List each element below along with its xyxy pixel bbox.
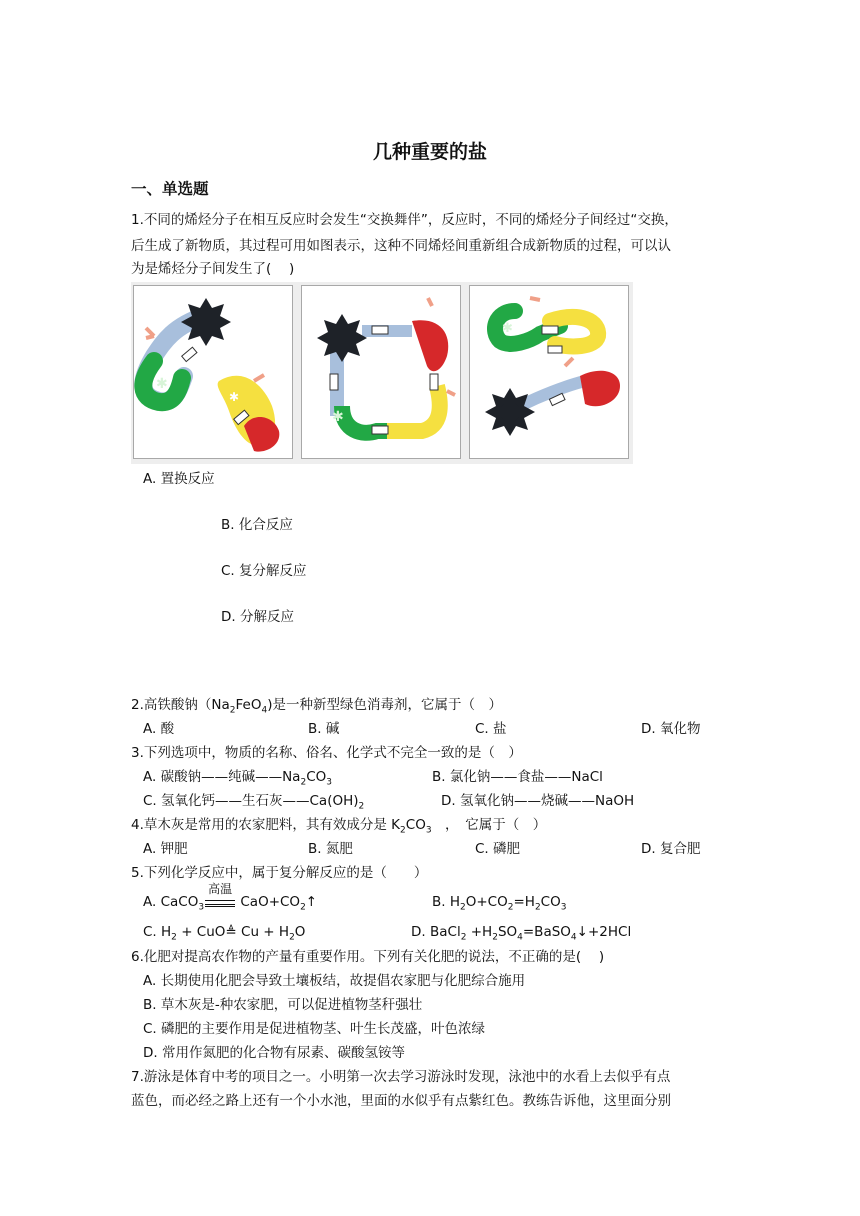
reaction-condition: 高温 <box>204 892 236 912</box>
svg-text:✱: ✱ <box>229 390 240 404</box>
q1-option-d[interactable]: D. 分解反应 <box>221 609 294 625</box>
q7-stem-line2: 蓝色，而必经之路上还有一个小水池，里面的水似乎有点紫红色。教练告诉他，这里面分别 <box>131 1093 671 1109</box>
svg-text:✱: ✱ <box>502 321 513 336</box>
q5-option-d[interactable]: D. BaCl$_2$ $+H_2SO_4=BaSO_4↓+2HCl$ <box>411 924 632 943</box>
olefin-metathesis-figure <box>131 282 633 464</box>
figure-panel-1 <box>133 285 293 459</box>
q5-option-a[interactable]: A. CaCO$_3$ 高温 $CaO+CO_2↑$ <box>143 882 318 913</box>
q4-option-a[interactable]: A. 钾肥 <box>143 841 188 857</box>
q3-option-b[interactable]: B. 氯化钠——食盐——NaCl <box>432 769 603 785</box>
q1-option-a[interactable]: A. 置换反应 <box>143 471 215 487</box>
figure-panel-3 <box>469 285 629 459</box>
q5-option-b[interactable]: B. $H_2O+CO_2=H_2CO_3$ <box>432 894 567 913</box>
q6-option-d[interactable]: D. 常用作氮肥的化合物有尿素、碳酸氢铵等 <box>143 1045 405 1061</box>
q1-option-c[interactable]: C. 复分解反应 <box>221 563 307 579</box>
q4-option-c[interactable]: C. 磷肥 <box>475 841 521 857</box>
section-heading: 一、单选题 <box>131 180 209 198</box>
q1-stem-line3: 为是烯烃分子间发生了( ) <box>131 261 295 277</box>
q4-stem: 4.草木灰是常用的农家肥料，其有效成分是 $K_2CO_3$ ， 它属于（ ） <box>131 817 547 836</box>
q3-option-a[interactable]: A. 碳酸钠——纯碱$——Na_2CO_3$ <box>143 769 332 788</box>
svg-text:✱: ✱ <box>575 327 586 341</box>
figure-panel-2 <box>301 285 461 459</box>
page-title: 几种重要的盐 <box>372 141 487 163</box>
svg-text:✱: ✱ <box>156 376 168 392</box>
q2-option-d[interactable]: D. 氧化物 <box>641 721 701 737</box>
q5-stem: 5.下列化学反应中，属于复分解反应的是（ ） <box>131 865 428 881</box>
q2-option-b[interactable]: B. 碱 <box>308 721 340 737</box>
svg-text:✱: ✱ <box>332 409 344 425</box>
q3-stem: 3.下列选项中，物质的名称、俗名、化学式不完全一致的是（ ） <box>131 745 522 761</box>
q5-option-c[interactable]: C. $H_2$ + CuO≜ $Cu + H_2O$ <box>143 924 306 943</box>
q6-option-a[interactable]: A. 长期使用化肥会导致土壤板结，故提倡农家肥与化肥综合施用 <box>143 973 526 989</box>
q6-stem: 6.化肥对提高农作物的产量有重要作用。下列有关化肥的说法，不正确的是( ) <box>131 949 605 965</box>
q4-option-d[interactable]: D. 复合肥 <box>641 841 701 857</box>
q2-option-c[interactable]: C. 盐 <box>475 721 507 737</box>
q2-stem: 2.高铁酸钠$(Na_2FeO_4)$是一种新型绿色消毒剂，它属于（ ） <box>131 697 502 716</box>
q1-option-b[interactable]: B. 化合反应 <box>221 517 293 533</box>
q1-stem-line1: 1.不同的烯烃分子在相互反应时会发生“交换舞伴”，反应时，不同的烯烃分子间经过“交换， <box>131 212 678 228</box>
q2-option-a[interactable]: A. 酸 <box>143 721 175 737</box>
q3-option-d[interactable]: D. 氢氧化钠——烧碱——NaOH <box>441 793 635 809</box>
q4-option-b[interactable]: B. 氮肥 <box>308 841 353 857</box>
q6-option-c[interactable]: C. 磷肥的主要作用是促进植物茎、叶生长茂盛，叶色浓绿 <box>143 1021 486 1037</box>
q3-option-c[interactable]: C. 氢氧化钙——生石灰$——Ca(OH)_2$ <box>143 793 365 812</box>
svg-text:✱: ✱ <box>412 405 423 419</box>
q1-stem-line2: 后生成了新物质，其过程可用如图表示，这种不同烯烃间重新组合成新物质的过程，可以认 <box>131 238 671 254</box>
q6-option-b[interactable]: B. 草木灰是-种农家肥，可以促进植物茎秆强壮 <box>143 997 423 1013</box>
q7-stem-line1: 7.游泳是体育中考的项目之一。小明第一次去学习游泳时发现，泳池中的水看上去似乎有点 <box>131 1069 671 1085</box>
